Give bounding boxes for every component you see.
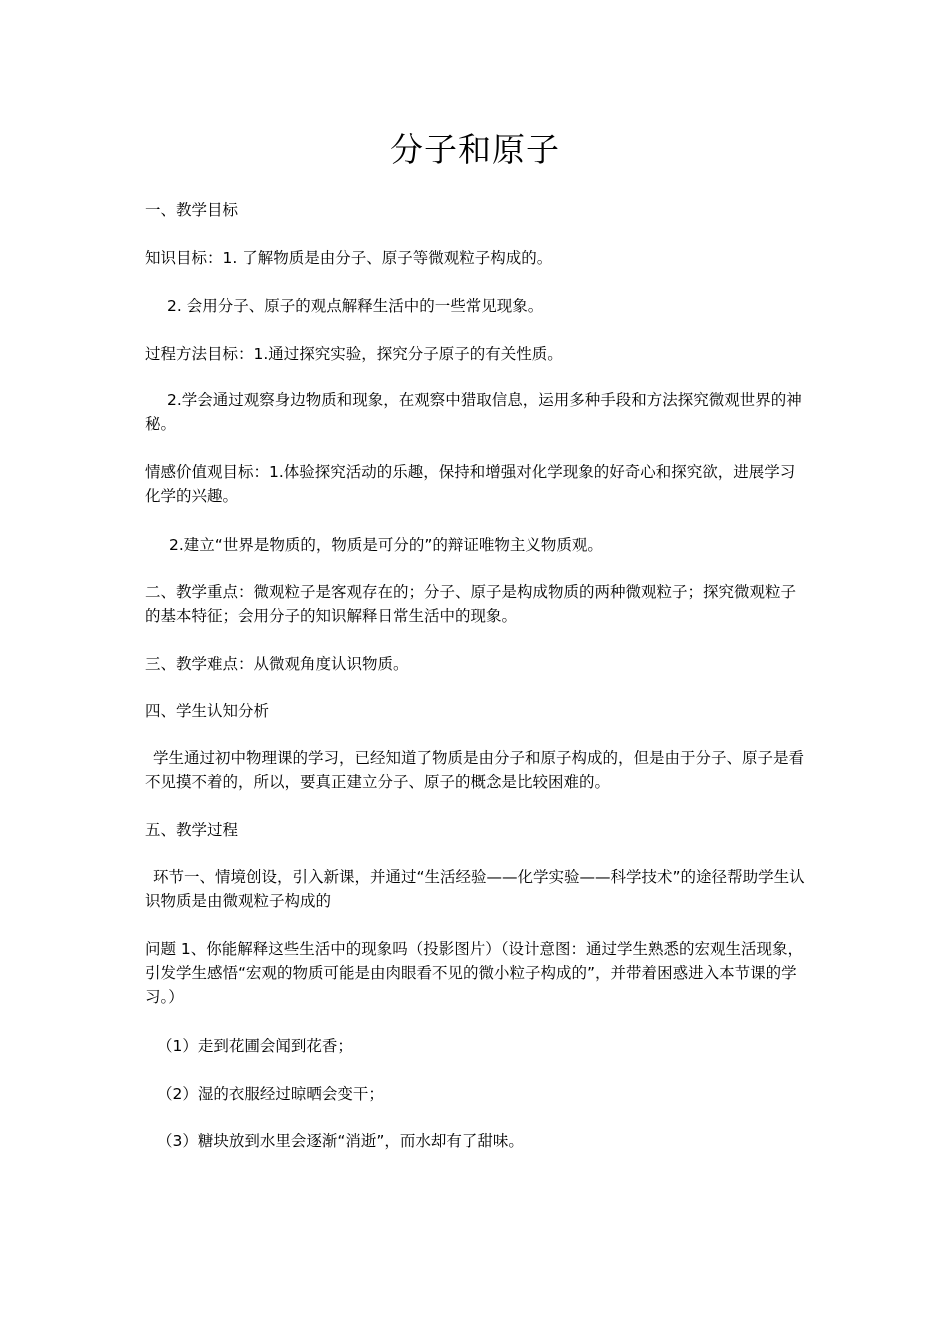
document-title: 分子和原子 [390,130,560,169]
student-analysis-text: 学生通过初中物理课的学习，已经知道了物质是由分子和原子构成的，但是由于分子、原子是看不见摸不着的，所以，要真正建立分子、原子的概念是比较困难的。 [145,749,805,791]
knowledge-goal-1: 知识目标：1. 了解物质是由分子、原子等微观粒子构成的。 [145,249,553,267]
list-item: （1）走到花圃会闻到花香； [157,1037,353,1055]
knowledge-goal-2: 2. 会用分子、原子的观点解释生活中的一些常见现象。 [167,297,544,315]
question-1: 问题 1、你能解释这些生活中的现象吗（投影图片）（设计意图：通过学生熟悉的宏观生活现象，引发学生感悟“宏观的物质可能是由肉眼看不见的微小粒子构成的”，并带着困惑进入本节课的学习。） [145,940,804,1006]
emotion-goal-1: 情感价值观目标：1.体验探究活动的乐趣，保持和增强对化学现象的好奇心和探究欲，进展学习化学的兴趣。 [145,463,796,505]
teaching-key-points: 二、教学重点：微观粒子是客观存在的；分子、原子是构成物质的两种微观粒子；探究微观粒子的基本特征；会用分子的知识解释日常生活中的现象。 [145,583,797,625]
heading-teaching-process: 五、教学过程 [145,821,239,839]
heading-student-analysis: 四、学生认知分析 [145,702,270,720]
process-section-1: 环节一、情境创设，引入新课，并通过“生活经验——化学实验——科学技术”的途径帮助学生认识物质是由微观粒子构成的 [145,868,805,910]
process-goal-1: 过程方法目标：1.通过探究实验，探究分子原子的有关性质。 [145,345,563,363]
process-goal-2: 2.学会通过观察身边物质和现象，在观察中猎取信息，运用多种手段和方法探究微观世界的神秘。 [145,391,802,433]
emotion-goal-2: 2.建立“世界是物质的，物质是可分的”的辩证唯物主义物质观。 [169,536,603,554]
list-item: （2）湿的衣服经过晾晒会变干； [157,1085,384,1103]
teaching-difficulties: 三、教学难点：从微观角度认识物质。 [145,655,409,673]
list-item: （3）糖块放到水里会逐渐“消逝”，而水却有了甜味。 [157,1132,524,1150]
heading-teaching-goals: 一、教学目标 [145,201,239,219]
